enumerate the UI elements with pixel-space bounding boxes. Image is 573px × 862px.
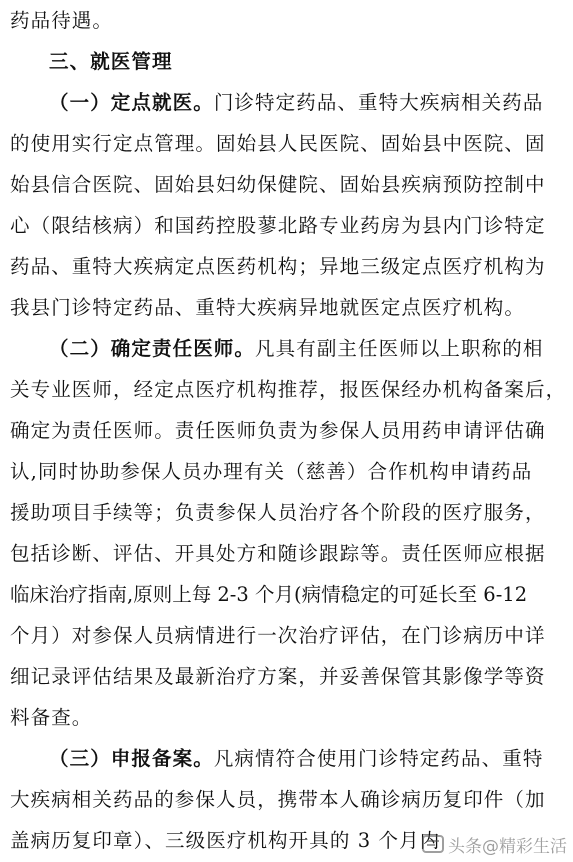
paragraph-line: 包括诊断、评估、开具处方和随诊跟踪等。责任医师应根据 [10,542,546,565]
watermark [422,826,567,862]
paragraph-line: （二）确定责任医师。凡具有副主任医师以上职称的相 [49,337,544,360]
paragraph-line: 的使用实行定点管理。固始县人民医院、固始县中医院、固 [10,132,546,155]
paragraph-line: 确定为责任医师。责任医师负责为参保人员用药申请评估确 [10,419,546,442]
paragraph-line: 药品、重特大疾病定点医药机构；异地三级定点医疗机构为 [10,255,546,278]
subsection-title: （二）确定责任医师。 [49,337,256,360]
toutiao-logo-icon [422,833,444,855]
paragraph-line: 关专业医师，经定点医疗机构推荐，报医保经办机构备案后， [10,378,567,401]
paragraph-line: 心（限结核病）和国药控股蓼北路专业药房为县内门诊特定 [10,214,546,237]
paragraph-line: 大疾病相关药品的参保人员，携带本人确诊病历复印件（加 [10,788,546,811]
paragraph-line: （三）申报备案。凡病情符合使用门诊特定药品、重特 [49,747,544,770]
paragraph-line: 临床治疗指南,原则上每 2-3 个月(病情稳定的可延长至 6-12 [10,583,528,606]
paragraph-line: 细记录评估结果及最新治疗方案，并妥善保管其影像学等资 [10,665,546,688]
paragraph-line: 个月）对参保人员病情进行一次治疗评估，在门诊病历中详 [10,624,546,647]
subsection-title: （一）定点就医。 [49,91,214,114]
watermark-text: 头条@精彩生活 [448,836,567,857]
paragraph-line: （一）定点就医。门诊特定药品、重特大疾病相关药品 [49,91,544,114]
paragraph-line: 我县门诊特定药品、重特大疾病异地就医定点医疗机构。 [10,296,526,319]
subsection-title: （三）申报备案。 [49,747,214,770]
section-heading: 三、就医管理 [49,50,173,73]
paragraph-line: 药品待遇。 [10,9,114,32]
paragraph-line: 认,同时协助参保人员办理有关（慈善）合作机构申请药品 [10,460,533,483]
paragraph-line: 始县信合医院、固始县妇幼保健院、固始县疾病预防控制中 [10,173,546,196]
paragraph-line: 援助项目手续等；负责参保人员治疗各个阶段的医疗服务， [10,501,546,524]
paragraph-line: 盖病历复印章）、三级医疗机构开具的 3 个月内 [10,829,441,852]
paragraph-line: 料备查。 [10,706,93,729]
